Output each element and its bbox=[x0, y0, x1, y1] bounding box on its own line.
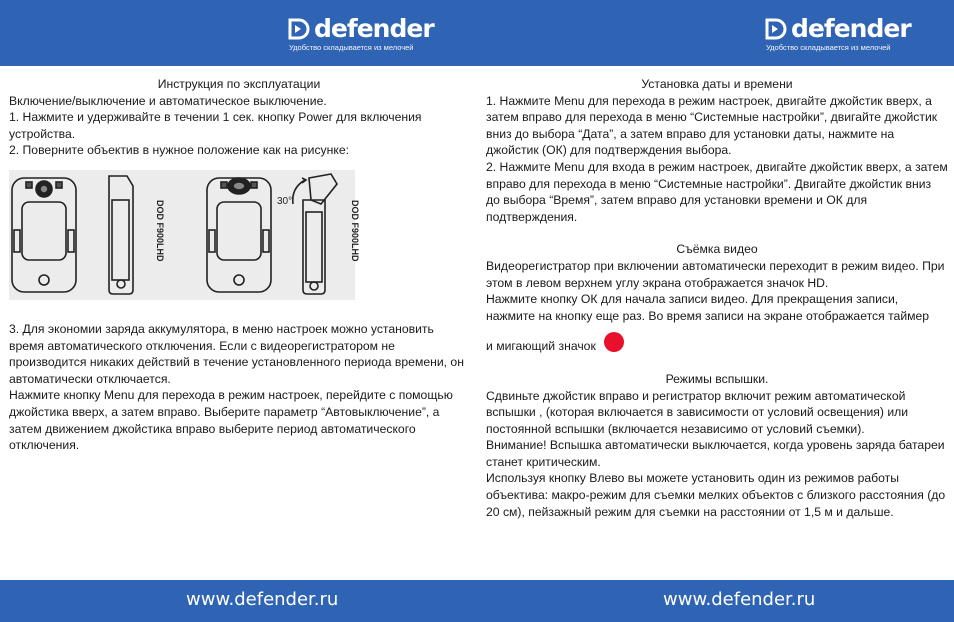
video-text-3-row bbox=[486, 332, 948, 355]
datetime-step-2: 2. Нажмите Menu для входа в режим настроек, двигайте джойстик вверх, а затем вправо для перехода в меню “Системные настройки”. Двигайте джойстик вниз до выбора “Время”, затем вправо для установки времени и ОК для подтверждения. bbox=[486, 159, 948, 224]
left-column-lower bbox=[9, 321, 469, 454]
flash-text-3: Используя кнопку Влево вы можете установить один из режимов работы объектива: макро-режим для съемки мелких объектов с близкого расстояния (до 20 см), пейзажный режим для съемки на расстоянии от 1,5 м и дальше. bbox=[486, 471, 946, 519]
camera-illustration bbox=[9, 170, 360, 300]
record-indicator-icon bbox=[604, 332, 624, 352]
brand-logo-right bbox=[765, 14, 911, 56]
step-2: 2. Поверните объектив в нужное положение как на рисунке: bbox=[9, 143, 350, 158]
header-band bbox=[0, 0, 954, 66]
brand-logo-left bbox=[288, 14, 434, 56]
datetime-step-1: 1. Нажмите Menu для перехода в режим настроек, двигайте джойстик вверх, а затем вправо для перехода в меню “Системные настройки”, двигайте джойстик вниз до выбора “Дата”, а затем вправо для установки даты, нажмите на джойстик (ОК) для подтверждения выбора. bbox=[486, 93, 938, 158]
brand-name: defender bbox=[791, 14, 911, 43]
angle-label: 30° bbox=[277, 196, 293, 207]
video-text-3: и мигающий значок bbox=[486, 339, 596, 354]
flash-text-2: Внимание! Вспышка автоматически выключается, когда уровень заряда батареи станет критическим. bbox=[486, 438, 945, 469]
flash-text-1: Сдвиньте джойстик вправо и регистратор включит режим автоматической вспышки , (которая включается в зависимости от условий освещения) или постоянной вспышки (включается независимо от условий съемки). bbox=[486, 388, 909, 436]
camera-drawing bbox=[9, 170, 360, 300]
video-text-2: Нажмите кнопку ОК для начала записи видео. Для прекращения записи, нажмите на кнопку еще раз. Во время записи на экране отображается таймер bbox=[486, 292, 930, 323]
brand-slogan: Удобство складывается из мелочей bbox=[289, 43, 414, 52]
power-heading: Включение/выключение и автоматическое выключение. bbox=[9, 93, 327, 108]
right-column bbox=[486, 76, 948, 520]
step-3: 3. Для экономии заряда аккумулятора, в меню настроек можно установить время автоматического отключения. Если с видеорегистратором не производится никаких действий в течение установленного периода времени, он автоматически отключается. bbox=[9, 322, 464, 386]
defender-logo-icon bbox=[288, 18, 310, 40]
brand-slogan: Удобство складывается из мелочей bbox=[766, 43, 891, 52]
step-3-details: Нажмите кнопку Menu для перехода в режим настроек, перейдите с помощью джойстика вверх, а затем вправо. Выберите параметр “Автовыключение”, а затем движением джойстика вправо выберите период автоматического отключения. bbox=[9, 388, 453, 453]
datetime-heading: Установка даты и времени bbox=[641, 77, 793, 91]
left-column bbox=[9, 76, 469, 159]
camera-label-1: DOD F900LHD bbox=[155, 200, 165, 262]
footer-link-left[interactable]: www.defender.ru bbox=[186, 589, 339, 610]
video-text-1: Видеорегистратор при включении автоматически переходит в режим видео. При этом в левом верхнем углу экрана отображается значок HD. bbox=[486, 258, 945, 290]
manual-title: Инструкция по эксплуатации bbox=[157, 77, 321, 91]
flash-heading: Режимы вспышки. bbox=[665, 371, 769, 386]
video-heading: Съёмка видео bbox=[676, 242, 758, 257]
camera-label-2: DOD F900LHD bbox=[350, 200, 360, 262]
step-1: 1. Нажмите и удерживайте в течении 1 сек. кнопку Power для включения устройства. bbox=[9, 110, 422, 141]
brand-name: defender bbox=[314, 14, 434, 43]
footer-link-right[interactable]: www.defender.ru bbox=[663, 589, 816, 610]
defender-logo-icon bbox=[765, 18, 787, 40]
